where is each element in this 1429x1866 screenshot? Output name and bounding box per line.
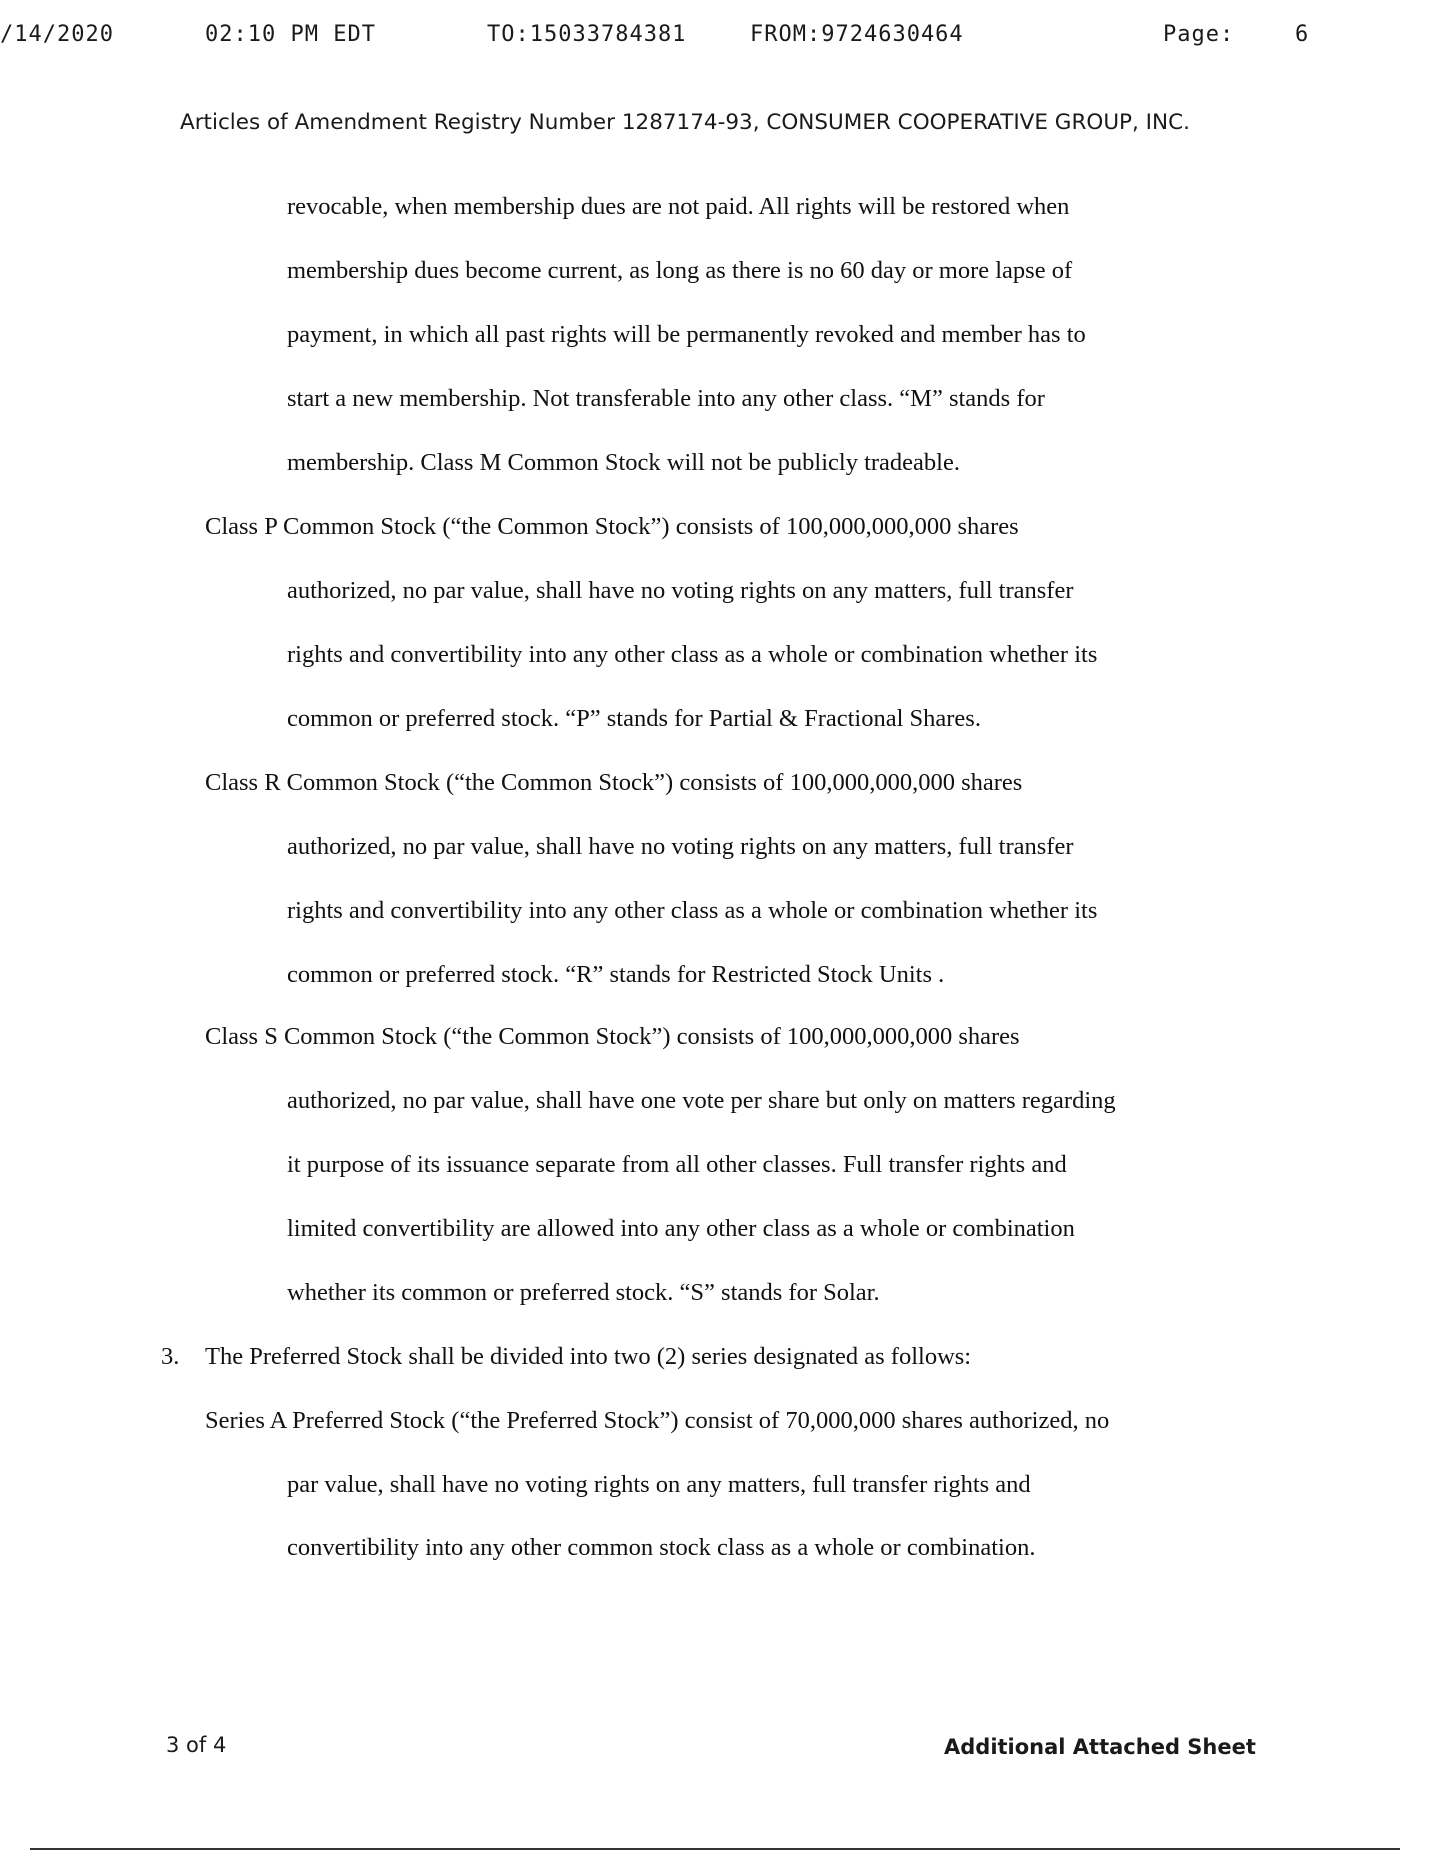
- fax-date: /14/2020: [0, 22, 114, 47]
- paragraph-line: rights and convertibility into any other class as a whole or combination whether its: [287, 897, 1098, 924]
- class-p-heading-line: Class P Common Stock (“the Common Stock”) consists of 100,000,000,000 shares: [205, 513, 1019, 540]
- paragraph-line: it purpose of its issuance separate from all other classes. Full transfer rights and: [287, 1151, 1067, 1178]
- paragraph-line: membership dues become current, as long as there is no 60 day or more lapse of: [287, 257, 1073, 284]
- paragraph-line: common or preferred stock. “R” stands for Restricted Stock Units .: [287, 961, 945, 988]
- paragraph-line: convertibility into any other common stock class as a whole or combination.: [287, 1534, 1036, 1561]
- paragraph-line: authorized, no par value, shall have no voting rights on any matters, full transfer: [287, 833, 1074, 860]
- fax-header: [0, 22, 1429, 52]
- paragraph-line: membership. Class M Common Stock will not be publicly tradeable.: [287, 449, 960, 476]
- paragraph-line: whether its common or preferred stock. “S” stands for Solar.: [287, 1279, 880, 1306]
- page-count: 3 of 4: [166, 1733, 227, 1757]
- series-a-heading-line: Series A Preferred Stock (“the Preferred Stock”) consist of 70,000,000 shares authorized, no: [205, 1407, 1110, 1434]
- paragraph-line: revocable, when membership dues are not paid. All rights will be restored when: [287, 193, 1070, 220]
- fax-page-label: Page:: [1163, 22, 1235, 47]
- paragraph-line: payment, in which all past rights will be permanently revoked and member has to: [287, 321, 1086, 348]
- fax-page-number: 6: [1295, 22, 1310, 47]
- fax-from-number: FROM:9724630464: [750, 22, 964, 47]
- class-r-heading-line: Class R Common Stock (“the Common Stock”) consists of 100,000,000,000 shares: [205, 769, 1023, 796]
- paragraph-line: start a new membership. Not transferable into any other class. “M” stands for: [287, 385, 1045, 412]
- paragraph-line: authorized, no par value, shall have one vote per share but only on matters regarding: [287, 1087, 1116, 1114]
- document-title: Articles of Amendment Registry Number 1287174-93, CONSUMER COOPERATIVE GROUP, INC.: [180, 110, 1190, 135]
- fax-time: 02:10 PM EDT: [205, 22, 376, 47]
- paragraph-line: authorized, no par value, shall have no voting rights on any matters, full transfer: [287, 577, 1074, 604]
- paragraph-line: rights and convertibility into any other class as a whole or combination whether its: [287, 641, 1098, 668]
- paragraph-line: common or preferred stock. “P” stands for Partial & Fractional Shares.: [287, 705, 981, 732]
- item-number: 3.: [161, 1343, 180, 1370]
- paragraph-line: limited convertibility are allowed into any other class as a whole or combination: [287, 1215, 1075, 1242]
- attached-sheet-label: Additional Attached Sheet: [944, 1735, 1256, 1759]
- fax-to-number: TO:15033784381: [487, 22, 687, 47]
- bottom-rule: [30, 1848, 1400, 1850]
- item-3-text: The Preferred Stock shall be divided into two (2) series designated as follows:: [205, 1343, 972, 1370]
- paragraph-line: par value, shall have no voting rights on any matters, full transfer rights and: [287, 1471, 1031, 1498]
- class-s-heading-line: Class S Common Stock (“the Common Stock”) consists of 100,000,000,000 shares: [205, 1023, 1020, 1050]
